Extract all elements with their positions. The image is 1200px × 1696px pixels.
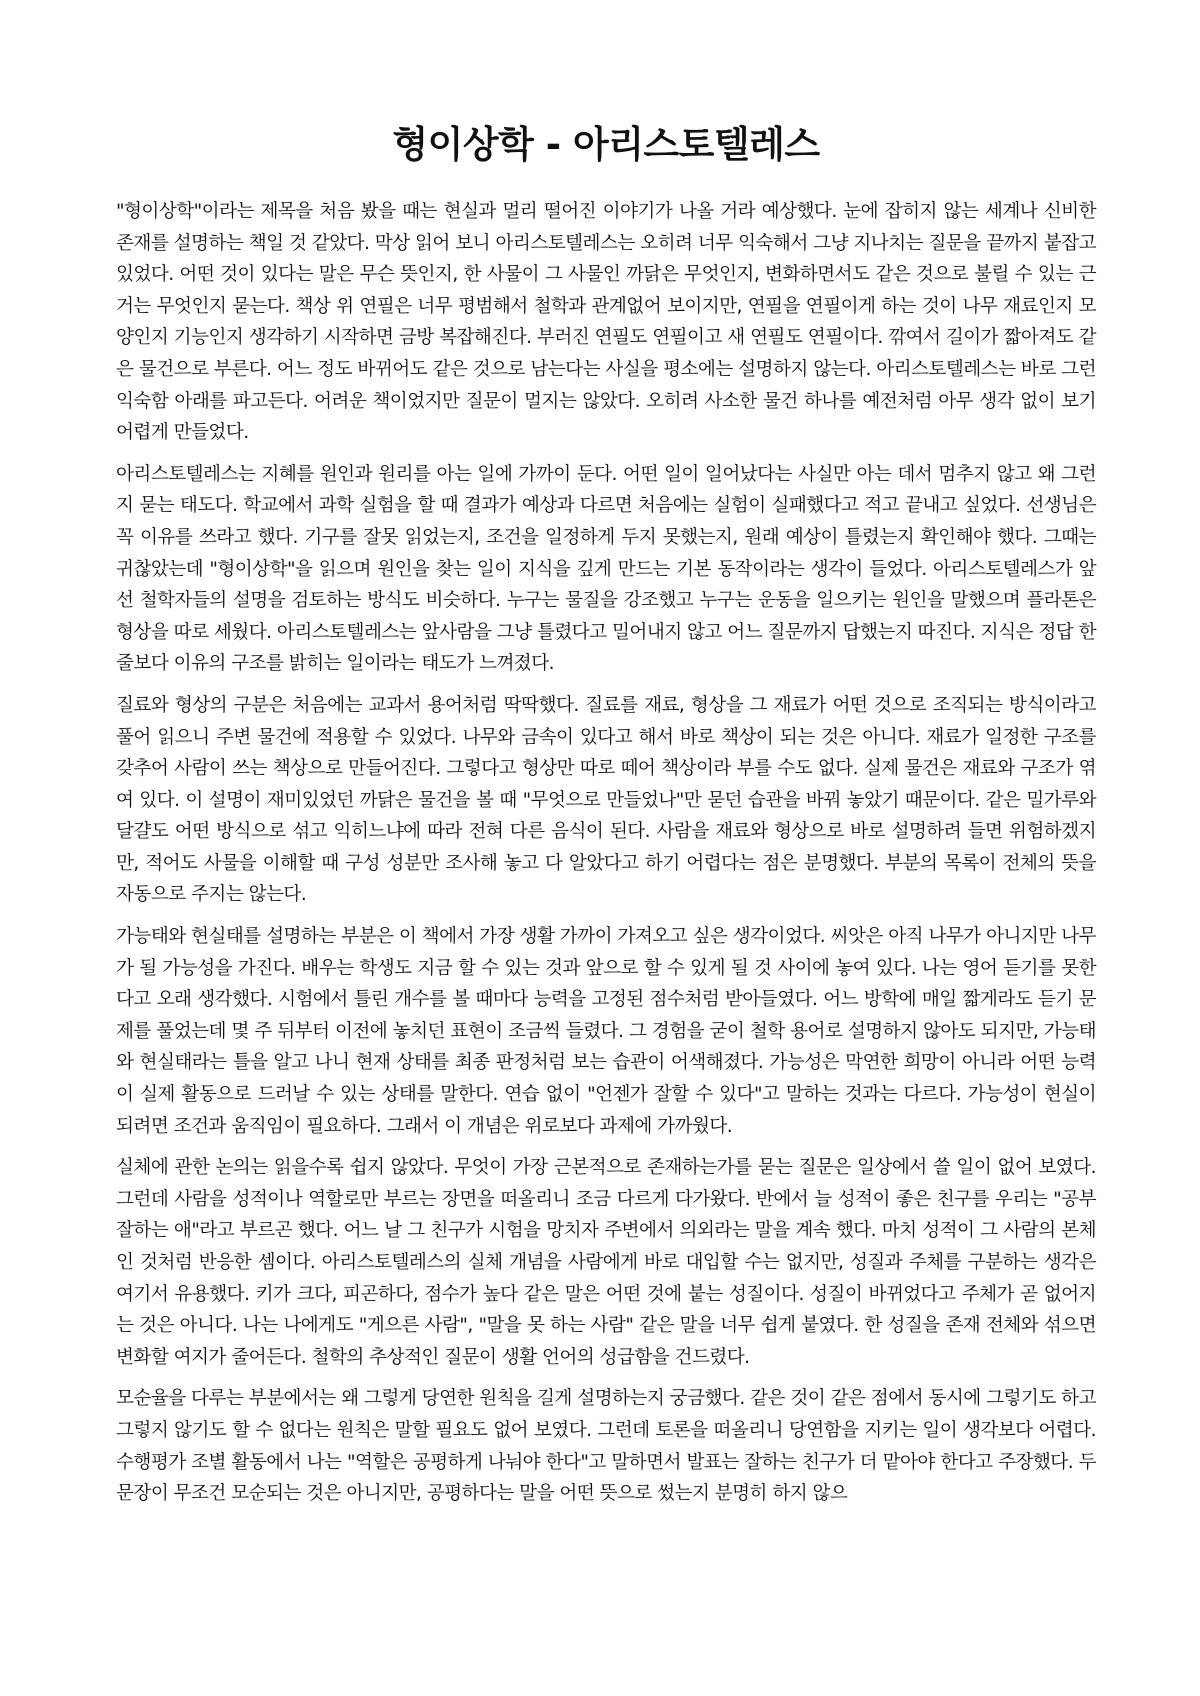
body-paragraph: "형이상학"이라는 제목을 처음 봤을 때는 현실과 멀리 떨어진 이야기가 나올 거라 예상했다. 눈에 잡히지 않는 세계나 신비한 존재를 설명하는 책일 것 같았다. 막상 읽어 보니 아리스토텔레스는 오히려 너무 익숙해서 그냥 지나치는 질문을 끝까지 붙잡고 있었다. 어떤 것이 있다는 말은 무슨 뜻인지, 한 사물이 그 사물인 까닭은 무엇인지, 변화하면서도 같은 것으로 불릴 수 있는 근거는 무엇인지 묻는다. 책상 위 연필은 너무 평범해서 철학과 관계없어 보이지만, 연필을 연필이게 하는 것이 나무 재료인지 모양인지 기능인지 생각하기 시작하면 금방 복잡해진다. 부러진 연필도 연필이고 새 연필도 연필이다. 깎여서 길이가 짧아져도 같은 물건으로 부른다. 어느 정도 바뀌어도 같은 것으로 남는다는 사실을 평소에는 설명하지 않는다. 아리스토텔레스는 바로 그런 익숙함 아래를 파고든다. 어려운 책이었지만 질문이 멀지는 않았다. 오히려 사소한 물건 하나를 예전처럼 아무 생각 없이 보기 어렵게 만들었다. [116,201,1096,444]
body-paragraph: 모순율을 다루는 부분에서는 왜 그렇게 당연한 원칙을 길게 설명하는지 궁금했다. 같은 것이 같은 점에서 동시에 그렇기도 하고 그렇지 않기도 할 수 없다는 원칙은 말할 필요도 없어 보였다. 그런데 토론을 떠올리니 당연함을 지키는 일이 생각보다 어렵다. 수행평가 조별 활동에서 나는 "역할은 공평하게 나눠야 한다"고 말하면서 발표는 잘하는 친구가 더 맡아야 한다고 주장했다. 두 문장이 무조건 모순되는 것은 아니지만, 공평하다는 말을 어떤 뜻으로 썼는지 분명히 하지 않으 [116,1388,1096,1505]
document-title: 형이상학 - 아리스토텔레스 [392,123,820,166]
document-body [116,196,1096,1510]
body-paragraph: 질료와 형상의 구분은 처음에는 교과서 용어처럼 딱딱했다. 질료를 재료, 형상을 그 재료가 어떤 것으로 조직되는 방식이라고 풀어 읽으니 주변 물건에 적용할 수 있었다. 나무와 금속이 있다고 해서 바로 책상이 되는 것은 아니다. 재료가 일정한 구조를 갖추어 사람이 쓰는 책상으로 만들어진다. 그렇다고 형상만 따로 떼어 책상이라 부를 수도 없다. 실제 물건은 재료와 구조가 엮여 있다. 이 설명이 재미있었던 까닭은 물건을 볼 때 "무엇으로 만들었나"만 묻던 습관을 바꿔 놓았기 때문이다. 같은 밀가루와 달걀도 어떤 방식으로 섞고 익히느냐에 따라 전혀 다른 음식이 된다. 사람을 재료와 형상으로 바로 설명하려 들면 위험하겠지만, 적어도 사물을 이해할 때 구성 성분만 조사해 놓고 다 알았다고 하기 어렵다는 점은 분명했다. 부분의 목록이 전체의 뜻을 자동으로 주지는 않는다. [116,694,1096,906]
body-paragraph: 실체에 관한 논의는 읽을수록 쉽지 않았다. 무엇이 가장 근본적으로 존재하는가를 묻는 질문은 일상에서 쓸 일이 없어 보였다. 그런데 사람을 성적이나 역할로만 부르는 장면을 떠올리니 조금 다르게 다가왔다. 반에서 늘 성적이 좋은 친구를 우리는 "공부 잘하는 애"라고 부르곤 했다. 어느 날 그 친구가 시험을 망치자 주변에서 의외라는 말을 계속 했다. 마치 성적이 그 사람의 본체인 것처럼 반응한 셈이다. 아리스토텔레스의 실체 개념을 사람에게 바로 대입할 수는 없지만, 성질과 주체를 구분하는 생각은 여기서 유용했다. 키가 크다, 피곤하다, 점수가 높다 같은 말은 어떤 것에 붙는 성질이다. 성질이 바뀌었다고 주체가 곧 없어지는 것은 아니다. 나는 나에게도 "게으른 사람", "말을 못 하는 사람" 같은 말을 너무 쉽게 붙였다. 한 성질을 존재 전체와 섞으면 변화할 여지가 줄어든다. 철학의 추상적인 질문이 생활 언어의 성급함을 건드렸다. [116,1157,1096,1368]
body-paragraph: 아리스토텔레스는 지혜를 원인과 원리를 아는 일에 가까이 둔다. 어떤 일이 일어났다는 사실만 아는 데서 멈추지 않고 왜 그런지 묻는 태도다. 학교에서 과학 실험을 할 때 결과가 예상과 다르면 처음에는 실험이 실패했다고 적고 끝내고 싶었다. 선생님은 꼭 이유를 쓰라고 했다. 기구를 잘못 읽었는지, 조건을 일정하게 두지 못했는지, 원래 예상이 틀렸는지 확인해야 했다. 그때는 귀찮았는데 "형이상학"을 읽으며 원인을 찾는 일이 지식을 깊게 만드는 기본 동작이라는 생각이 들었다. 아리스토텔레스가 앞선 철학자들의 설명을 검토하는 방식도 비슷하다. 누구는 물질을 강조했고 누구는 운동을 일으키는 원인을 말했으며 플라톤은 형상을 따로 세웠다. 아리스토텔레스는 앞사람을 그냥 틀렸다고 밀어내지 않고 어느 질문까지 답했는지 따진다. 지식은 정답 한 줄보다 이유의 구조를 밝히는 일이라는 태도가 느껴졌다. [116,463,1096,675]
body-paragraph: 가능태와 현실태를 설명하는 부분은 이 책에서 가장 생활 가까이 가져오고 싶은 생각이었다. 씨앗은 아직 나무가 아니지만 나무가 될 가능성을 가진다. 배우는 학생도 지금 할 수 있는 것과 앞으로 할 수 있게 될 것 사이에 놓여 있다. 나는 영어 듣기를 못한다고 오래 생각했다. 시험에서 틀린 개수를 볼 때마다 능력을 고정된 점수처럼 받아들였다. 어느 방학에 매일 짧게라도 듣기 문제를 풀었는데 몇 주 뒤부터 이전에 놓치던 표현이 조금씩 들렸다. 그 경험을 굳이 철학 용어로 설명하지 않아도 되지만, 가능태와 현실태라는 틀을 알고 나니 현재 상태를 최종 판정처럼 보는 습관이 어색해졌다. 가능성은 막연한 희망이 아니라 어떤 능력이 실제 활동으로 드러날 수 있는 상태를 말한다. 연습 없이 "언젠가 잘할 수 있다"고 말하는 것과는 다르다. 가능성이 현실이 되려면 조건과 움직임이 필요하다. 그래서 이 개념은 위로보다 과제에 가까웠다. [116,926,1096,1137]
